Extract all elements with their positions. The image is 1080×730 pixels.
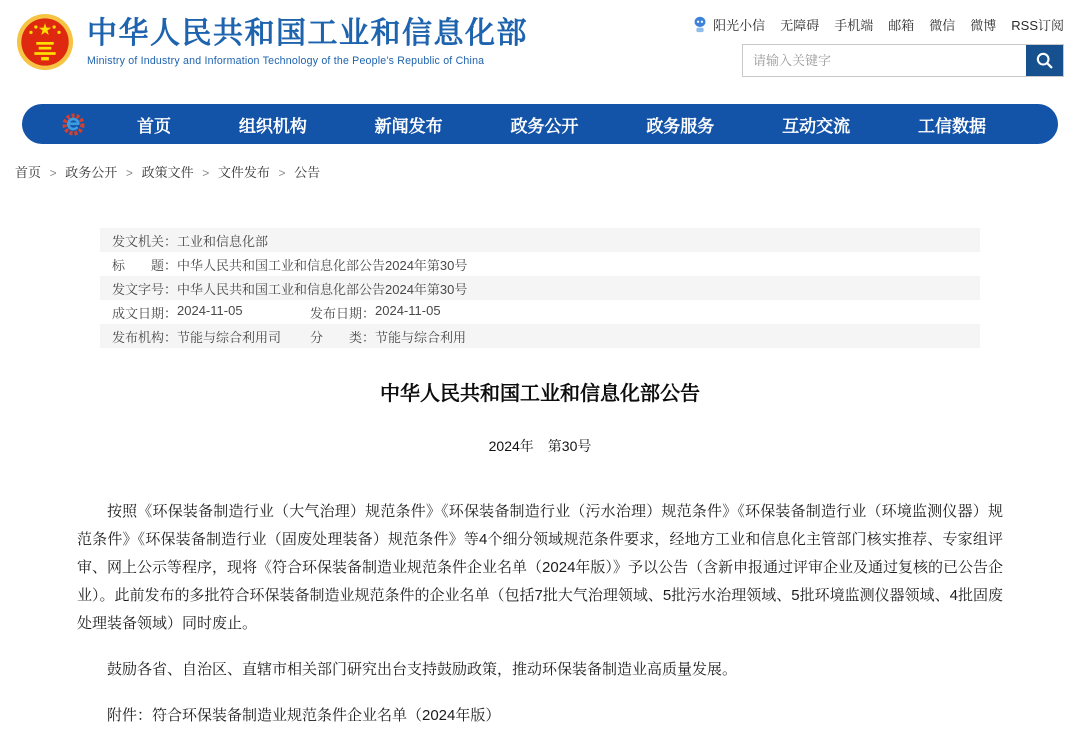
nav-item-gov-services[interactable]: 政务服务 [646, 116, 715, 136]
page-title: 中华人民共和国工业和信息化部公告 [380, 383, 700, 405]
search-input[interactable] [743, 45, 1026, 76]
top-link-sunshine-xiaoxin[interactable]: 阳光小信 [713, 17, 766, 33]
meta-row-dates [100, 300, 980, 324]
nav-items [87, 112, 1058, 137]
meta-row-document-number [100, 276, 980, 300]
breadcrumb-policy-documents[interactable]: 政策文件 [141, 165, 194, 180]
national-emblem-icon [16, 13, 74, 71]
nav-item-interaction[interactable]: 互动交流 [782, 116, 851, 136]
meta-label: 标 题： [112, 257, 178, 273]
search-button[interactable] [1026, 45, 1063, 76]
top-link-accessibility[interactable]: 无障碍 [780, 17, 820, 33]
nav-item-home[interactable]: 首页 [137, 116, 171, 136]
meta-label: 发文机关： [112, 233, 178, 249]
top-link-wechat[interactable]: 微信 [929, 17, 956, 33]
meta-row-title [100, 252, 980, 276]
search-box [742, 44, 1064, 77]
meta-value: 中华人民共和国工业和信息化部公告2024年第30号 [177, 257, 468, 273]
meta-cell-publish-date [310, 303, 441, 322]
site-header [0, 0, 1080, 90]
main-nav [22, 104, 1058, 144]
meta-value: 节能与综合利用 [375, 329, 467, 345]
meta-label: 发布日期： [310, 305, 376, 321]
site-subtitle: Ministry of Industry and Information Technology of the People's Republic of China [87, 55, 485, 67]
meta-value: 2024-11-05 [177, 302, 243, 318]
breadcrumb-home[interactable]: 首页 [15, 165, 42, 180]
article-paragraph-encouragement: 鼓励各省、自治区、直辖市相关部门研究出台支持鼓励政策，推动环保装备制造业高质量发展。 [107, 661, 738, 678]
top-links [693, 15, 1064, 33]
meta-row-org-category [100, 324, 980, 348]
breadcrumb-document-release[interactable]: 文件发布 [217, 165, 270, 180]
article-body [77, 498, 1003, 730]
nav-item-news[interactable]: 新闻发布 [374, 116, 443, 136]
meta-label: 发文字号： [112, 281, 178, 297]
breadcrumb-separator: > [202, 166, 210, 180]
top-link-rss[interactable]: RSS订阅 [1011, 17, 1064, 33]
search-icon [1035, 51, 1054, 70]
meta-cell-publishing-org [112, 327, 310, 346]
issue-number: 2024年 第30号 [488, 438, 592, 454]
miit-swirl-icon [60, 111, 87, 138]
nav-item-organization[interactable]: 组织机构 [238, 116, 307, 136]
site-logo[interactable] [16, 13, 528, 71]
breadcrumb-announcement[interactable]: 公告 [294, 165, 321, 180]
meta-value: 节能与综合利用司 [177, 329, 282, 345]
meta-label: 成文日期： [112, 305, 178, 321]
nav-item-gov-disclosure[interactable]: 政务公开 [510, 116, 579, 136]
site-title: 中华人民共和国工业和信息化部 [87, 17, 528, 50]
meta-label: 分 类： [310, 329, 376, 345]
site-title-block [87, 17, 528, 67]
breadcrumb-separator: > [125, 166, 133, 180]
meta-label: 发布机构： [112, 329, 178, 345]
breadcrumb-separator: > [49, 166, 57, 180]
mascot-icon [693, 16, 707, 33]
top-link-mobile[interactable]: 手机端 [834, 17, 874, 33]
meta-value: 工业和信息化部 [177, 233, 269, 249]
article-paragraph-main: 按照《环保装备制造行业（大气治理）规范条件》《环保装备制造行业（污水治理）规范条件》《环保装备制造行业（环境监测仪器）规范条件》《环保装备制造行业（固废处理装备）规范条件》等4个细分领域规范条件要求，经地方工业和信息化主管部门核实推荐、专家组评审、网上公示等程序，现将《符合环保装备制造业规范条件企业名单（2024年版）》予以公告（含新申报通过评审企业及通过复核的已公告企业）。此前发布的多批符合环保装备制造业规范条件的企业名单（包括7批大气治理领域、5批污水治理领域、5批环境监测仪器领域、4批固废处理装备领域）同时废止。 [77, 503, 1003, 632]
meta-cell-category [310, 327, 466, 346]
breadcrumb [15, 162, 1080, 181]
breadcrumb-gov-disclosure[interactable]: 政务公开 [65, 165, 118, 180]
meta-cell-written-date [112, 303, 310, 322]
meta-row-issuing-authority [100, 228, 980, 252]
meta-value: 2024-11-05 [375, 302, 441, 318]
header-right [693, 13, 1064, 77]
doc-meta-table [100, 228, 980, 348]
meta-value: 中华人民共和国工业和信息化部公告2024年第30号 [177, 281, 468, 297]
top-link-mail[interactable]: 邮箱 [888, 17, 915, 33]
breadcrumb-separator: > [278, 166, 286, 180]
top-link-weibo[interactable]: 微博 [970, 17, 997, 33]
nav-item-industry-data[interactable]: 工信数据 [917, 116, 986, 136]
article-paragraph-attachment: 附件：符合环保装备制造业规范条件企业名单（2024年版） [107, 707, 501, 724]
